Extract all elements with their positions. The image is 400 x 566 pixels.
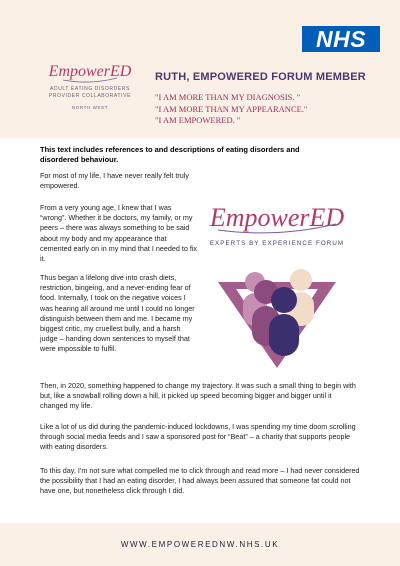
paragraph-6: To this day, I’m not sure what compelled me to click through and read more – I had never considered the possibility that I had an eating disorder, I had always been assured that someone fat could not have one, but nonetheless click through I did.	[40, 466, 360, 496]
paragraph-2: From a very young age, I knew that I was “wrong”. Whether it be doctors, my family, or my peers – there was always something to be said about my body and my appearance that cemented early on in my mind that I needed to fix it.	[40, 203, 198, 264]
brand-line-2: PROVIDER COLLABORATIVE	[48, 93, 131, 99]
brand-region: NORTH WEST	[71, 105, 109, 110]
nhs-logo: NHS	[302, 26, 380, 52]
paragraph-3: Thus began a lifelong dive into crash diets, restriction, bingeing, and a never-ending fear of food. Internally, I took on the negative voices I was hearing all around me until I could no longer distinguish between them and me. I became my biggest critic, my cruellest bully, and a harsh judge – handing down sentences to myself that were impossible to fulfil.	[40, 273, 195, 354]
paragraph-4: Then, in 2020, something happened to change my trajectory. It was such a small thing to begin with but, like a snowball rolling down a hill, it picked up speed becoming bigger and bigger until it changed my life.	[40, 381, 356, 411]
paragraph-1: For most of my life, I have never really felt truly empowered.	[40, 171, 189, 191]
footer-url-link[interactable]: WWW.EMPOWEREDNW.NHS.UK	[120, 540, 280, 549]
content-warning: This text includes references to and descriptions of eating disorders and disordered behaviour.	[40, 145, 300, 164]
brand-wordmark-text: EmpowerED	[48, 63, 132, 80]
quote-list	[155, 92, 307, 127]
empowered-wordmark-icon	[48, 58, 132, 86]
forum-caption: EXPERTS BY EXPERIENCE FORUM	[209, 240, 345, 247]
paragraph-5: Like a lot of us did during the pandemic-induced lockdowns, I was spending my time doom scrolling through social media feeds and I saw a sponsored post for “Beat” – a charity that supports people with eating disorders.	[40, 422, 356, 452]
brand-line-1: ADULT EATING DISORDERS	[50, 86, 130, 92]
page-title: RUTH, EMPOWERED FORUM MEMBER	[155, 71, 366, 83]
person-purple-icon	[271, 287, 297, 313]
quote-item: "I AM MORE THAN MY DIAGNOSIS. "	[155, 92, 301, 102]
forum-logo	[198, 190, 356, 378]
forum-wordmark-text: EmpowerED	[209, 203, 345, 232]
person-peach-icon	[290, 269, 312, 291]
brand-logo	[40, 58, 140, 110]
quote-item: "I AM MORE THAN MY APPEARANCE."	[155, 103, 308, 114]
quote-item: "I AM EMPOWERED. "	[155, 115, 241, 125]
